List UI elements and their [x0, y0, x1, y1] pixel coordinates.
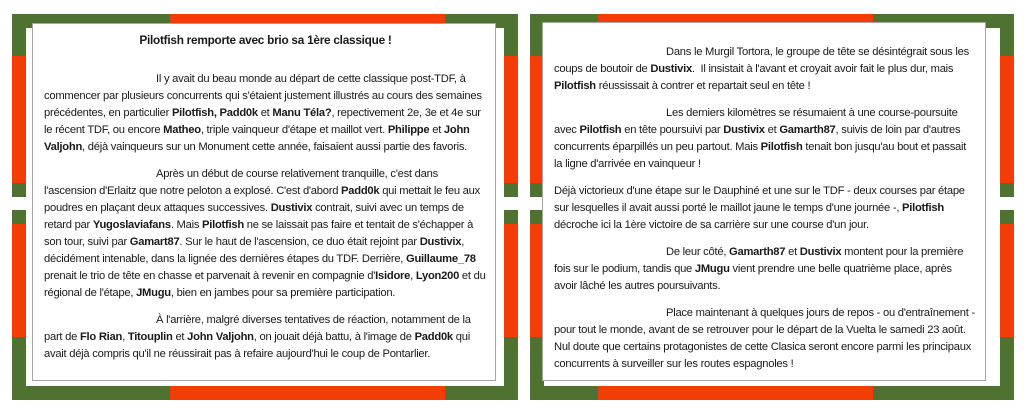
article-paragraph: Les derniers kilomètres se résumaient à une course-poursuite avec Pilotfish en tête poursuivi par Dustivix et Gamarth87, suivis de loin par d'autres concurrents éparpillés un peu partout. Mais Pilotfish tenait bon jusqu'au bout et passait la ligne d'arrivée en vainqueur !	[554, 107, 967, 170]
article-paragraph: À l'arrière, malgré diverses tentatives de réaction, notamment de la part de Flo Rian, Titouplin et John Valjohn, on jouait déjà battu, à l'image de Padd0k qui avait déjà compris qu'il ne réussirait pas à refaire aujourd'hui le coup de Pontarlier.	[44, 314, 471, 360]
left-panel-frame-right-border	[504, 14, 518, 400]
article-title: Pilotfish remporte avec brio sa 1ère classique !	[139, 33, 392, 47]
left-article-box	[32, 23, 496, 381]
article-paragraph: Déjà victorieux d'une étape sur le Dauphiné et une sur le TDF - deux courses par étape sur lesquelles il avait aussi porté le maillot jaune le temps d'une journée -, Pilotfish décroche ici la 1ère victoire de sa carrière sur une course d'un jour.	[554, 185, 965, 231]
left-panel-frame-bottom-border	[12, 386, 518, 400]
article-paragraph: Place maintenant à quelques jours de repos - ou d'entraînement - pour tout le monde, avant de se retrouver pour le départ de la Vuelta le samedi 23 août. Nul doute que certains protagonistes de cette Clasica seront encore parmi les principaux concurrents à surveiller sur les routes espagnoles !	[554, 307, 975, 370]
right-article-panel	[530, 14, 1014, 400]
article-paragraph: De leur côté, Gamarth87 et Dustivix montent pour la première fois sur le podium, tandis que JMugu vient prendre une belle quatrième place, après avoir lâché les autres poursuivants.	[554, 246, 964, 292]
article-paragraph: Dans le Murgil Tortora, le groupe de tête se désintégrait sous les coups de boutoir de Dustivix. Il insistait à l'avant et croyait avoir fait le plus dur, mais Pilotfish réussissait à contrer et repartait seul en tête !	[554, 46, 969, 92]
left-panel-frame-left-border	[12, 14, 26, 400]
article-body	[554, 44, 977, 373]
right-panel-frame-right-border	[1000, 14, 1014, 400]
article-body	[44, 71, 487, 363]
article-paragraph: Il y avait du beau monde au départ de cette classique post-TDF, à commencer par plusieurs concurrents qui s'étaient justement illustrés au cours des semaines précédentes, en particulier Pilotfish, Padd0k et Manu Téla?, repectivement 2e, 3e et 4e sur le récent TDF, ou encore Matheo, triple vainqueur d'étape et maillot vert. Philippe et John Valjohn, déjà vainqueurs sur un Monument cette année, faisaient aussi partie des favoris.	[44, 73, 482, 153]
right-article-box	[542, 22, 986, 381]
left-article-panel	[12, 14, 518, 400]
article-paragraph: Après un début de course relativement tranquille, c'est dans l'ascension d'Erlaitz que notre peloton a explosé. C'est d'abord Padd0k qui mettait le feu aux poudres en plaçant deux attaques successives. Dustivix contrait, suivi avec un temps de retard par Yugoslaviafans. Mais Pilotfish ne se laissait pas faire et tentait de s'échapper à son tour, suivi par Gamart87. Sur le haut de l'ascension, ce duo était rejoint par Dustivix, décidément intenable, dans la lignée des dernières étapes du TDF. Derrière, Guillaume_78 prenait le trio de tête en chasse et parvenait à revenir en compagnie d'Isidore, Lyon200 et du régional de l'étape, JMugu, bien en jambes pour sa première participation.	[44, 168, 486, 299]
right-panel-frame-bottom-border	[530, 386, 1014, 400]
